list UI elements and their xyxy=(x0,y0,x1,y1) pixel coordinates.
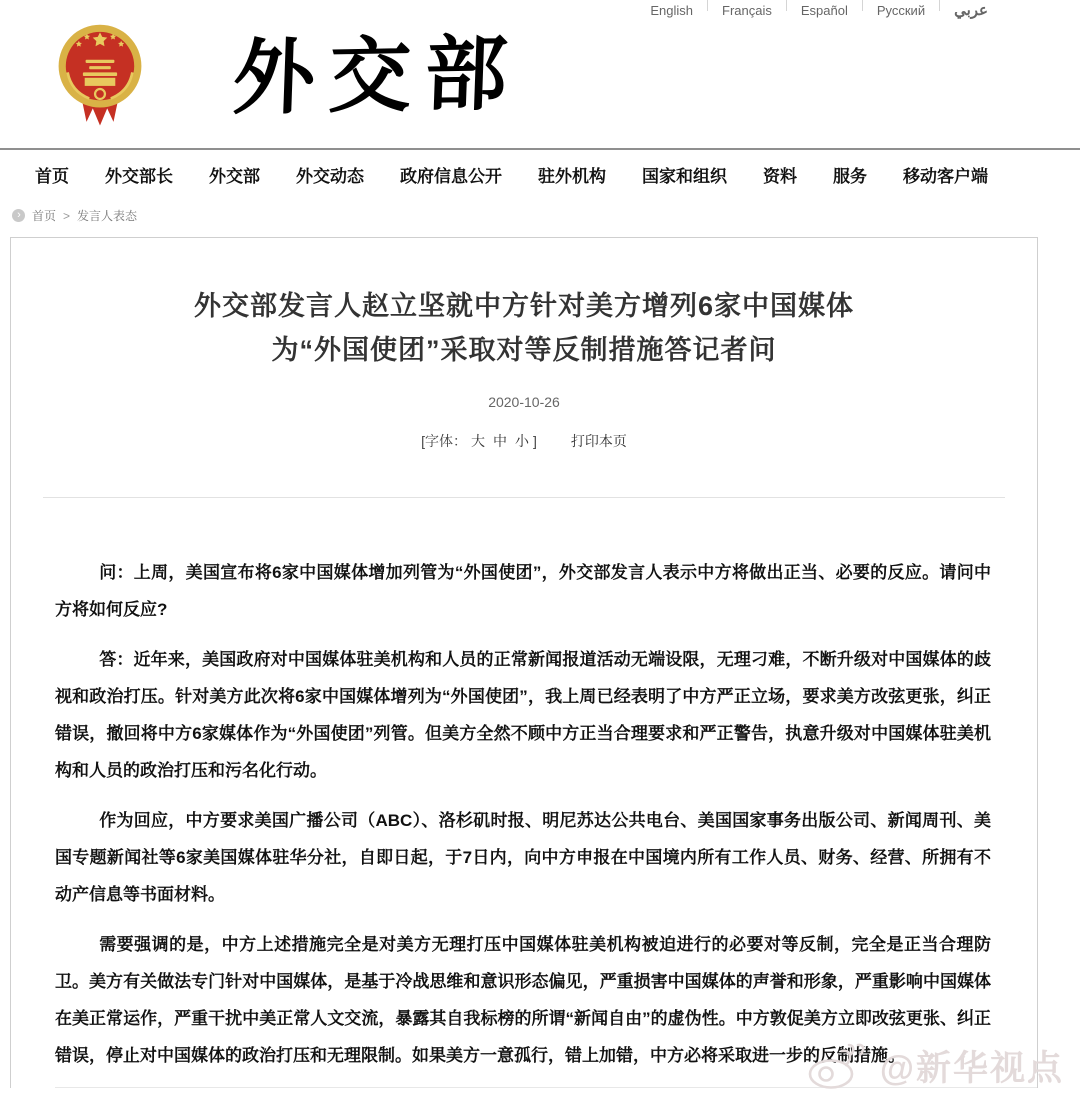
article-title xyxy=(11,284,1037,372)
watermark-text: @新华视点 xyxy=(879,1049,1064,1088)
article-meta-row xyxy=(11,431,1037,451)
article-title-line1: 外交部发言人赵立坚就中方针对美方增列6家中国媒体 xyxy=(193,291,854,321)
main-nav xyxy=(0,148,1080,199)
nav-item[interactable]: 资料 xyxy=(763,167,797,186)
nav-item[interactable]: 外交部 xyxy=(209,167,260,186)
language-bar xyxy=(636,0,1002,19)
article-title-line2: 为“外国使团”采取对等反制措施答记者问 xyxy=(271,335,777,365)
article-paragraph: 问：上周，美国宣布将6家中国媒体增加列管为“外国使团”，外交部发言人表示中方将做出正当、必要的反应。请问中方将如何反应? xyxy=(55,563,991,619)
breadcrumb-current[interactable]: 发言人表态 xyxy=(77,209,138,223)
font-size-label: [字体： xyxy=(421,433,467,449)
language-link[interactable]: Русский xyxy=(876,3,926,18)
nav-item[interactable]: 移动客户端 xyxy=(903,167,988,186)
language-link[interactable]: عربي xyxy=(954,2,988,19)
font-size-label-close: ] xyxy=(533,433,537,449)
national-emblem-icon xyxy=(55,22,145,130)
font-size-small-button[interactable]: 小 xyxy=(515,433,529,449)
nav-item[interactable]: 政府信息公开 xyxy=(400,167,502,186)
nav-item[interactable]: 首页 xyxy=(35,167,69,186)
nav-item[interactable]: 外交动态 xyxy=(296,167,364,186)
article-bottom-divider xyxy=(55,1087,1037,1088)
nav-item[interactable]: 驻外机构 xyxy=(538,167,606,186)
print-page-button[interactable]: 打印本页 xyxy=(570,433,627,449)
breadcrumb-separator: > xyxy=(63,208,71,223)
language-link[interactable]: English xyxy=(650,3,693,18)
breadcrumb-home-link[interactable]: 首页 xyxy=(32,209,57,223)
ministry-calligraphy[interactable]: 外交部 xyxy=(231,28,523,125)
breadcrumb-arrow-icon: › xyxy=(12,209,25,222)
font-size-large-button[interactable]: 大 xyxy=(471,433,485,449)
article-paragraph: 答：近年来，美国政府对中国媒体驻美机构和人员的正常新闻报道活动无端设限，无理刁难，不断升级对中国媒体的歧视和政治打压。针对美方此次将6家中国媒体增列为“外国使团”，我上周已经表明了中方严正立场，要求美方改弦更张，纠正错误，撤回将中方6家媒体作为“外国使团”列管。但美方全然不顾中方正当合理要求和严正警告，执意升级对中国媒体驻美机构和人员的政治打压和污名化行动。 xyxy=(55,650,991,780)
language-link[interactable]: Français xyxy=(722,3,772,18)
article-paragraph: 需要强调的是，中方上述措施完全是对美方无理打压中国媒体驻美机构被迫进行的必要对等反制，完全是正当合理防卫。美方有关做法专门针对中国媒体，是基于冷战思维和意识形态偏见，严重损害中国媒体的声誉和形象，严重影响中国媒体在美正常运作，严重干扰中美正常人文交流，暴露其自我标榜的所谓“新闻自由”的虚伪性。中方敦促美方立即改弦更张、纠正错误，停止对中国媒体的政治打压和无理限制。如果美方一意孤行，错上加错，中方必将采取进一步的反制措施。 xyxy=(55,935,991,1065)
article-paragraph: 作为回应，中方要求美国广播公司（ABC）、洛杉矶时报、明尼苏达公共电台、美国国家事务出版公司、新闻周刊、美国专题新闻社等6家美国媒体驻华分社，自即日起，于7日内，向中方申报在中国境内所有工作人员、财务、经营、所拥有不动产信息等书面材料。 xyxy=(55,811,991,904)
article-body xyxy=(11,498,1037,1074)
nav-item[interactable]: 国家和组织 xyxy=(642,167,727,186)
nav-item[interactable]: 外交部长 xyxy=(105,167,173,186)
nav-item[interactable]: 服务 xyxy=(833,167,867,186)
font-size-medium-button[interactable]: 中 xyxy=(493,433,507,449)
language-link[interactable]: Español xyxy=(800,3,848,18)
article-container xyxy=(10,237,1038,1088)
article-date: 2020-10-26 xyxy=(488,394,560,410)
breadcrumb xyxy=(0,199,1080,225)
